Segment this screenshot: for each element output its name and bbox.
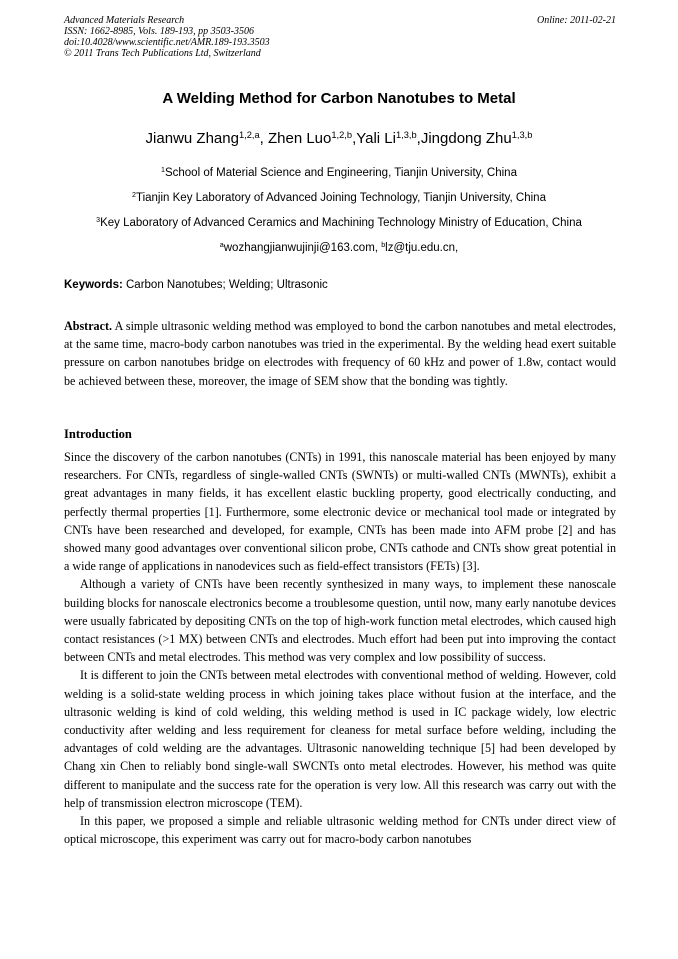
paragraph: Since the discovery of the carbon nanotubes (CNTs) in 1991, this nanoscale material has been enjoyed by many researchers. For CNTs, regardless of single-walled CNTs (SWNTs) or multi-walled CNTs (MWNTs), exhibit a great advantages in many fields, it has excellent elastic buckling property, good electrically conducting, and perfectly thermal properties [1]. Furthermore, some electronic device or mechanical tool made or integrated by CNTs have been researched and developed, for example, CNTs has been made into AFM probe [2] and has showed many good advantages over conventional silicon probe, CNTs cathode and CNTs show great potential in a wide range of applications in nanodevices such as field-effect transistors (FETs) [3]. (64, 450, 616, 574)
abstract-label: Abstract. (64, 319, 113, 333)
author-name: Zhen Luo (267, 130, 332, 147)
author-list: Jianwu Zhang$^{1,2,a}$, Zhen Luo$^{1,2,b}$,Yali Li$^{1,3,b}$,Jingdong Zhu$^{1,3,b}$ (145, 129, 533, 147)
author-sup: 1,2,b (331, 129, 353, 140)
paragraph: Although a variety of CNTs have been recently synthesized in many ways, to implement these nanoscale building blocks for nanoscale electronics become a troublesome question, until now, many early nanotube devices were usually fabricated by depositing CNTs on the top of high-work function metal electrodes, which caused high contact resistances (>1 MX) between CNTs and electrodes. Much effort had been put into improving the contact between CNTs and metal electrodes. This method was very complex and low possibility of success. (64, 577, 617, 665)
affiliation-2: $^2$Tianjin Key Laboratory of Advanced Joining Technology, Tianjin University, China (132, 191, 546, 204)
journal-name: Advanced Materials Research (64, 15, 185, 26)
author-name: Yali Li (356, 130, 396, 147)
paragraph: In this paper, we proposed a simple and reliable ultrasonic welding method for CNTs under direct view of optical microscope, this experiment was carry out for macro-body carbon nanotubes (64, 814, 616, 847)
paragraph: It is different to join the CNTs between metal electrodes with conventional method of welding. However, cold welding is a solid-state welding process in which joining takes place without fusion at the interface, and the ultrasonic welding is kind of cold welding, this welding method is used in IC package widely, low electric conductivity after welding and less requirement for cleaness for metal surface before welding, including the advantages of cold welding are the advantages. Ultrasonic nanowelding technique [5] had been developed by Chang xin Chen to reliably bond single-wall SWCNTs onto metal electrodes. However, his method was quite different to manipulate and the success rate for the operation is very low. All this research was carry out with the help of transmission electron microscope (TEM). (64, 668, 616, 810)
email-a[interactable]: wozhangjianwujinji@163.com, (223, 242, 382, 254)
online-date: Online: 2011-02-21 (537, 15, 616, 26)
doi-line: doi:10.4028/www.scientific.net/AMR.189-193.3503 (64, 37, 270, 48)
abstract-text: A simple ultrasonic welding method was employed to bond the carbon nanotubes and metal electrodes, at the same time, macro-body carbon nanotubes was tried in the experimental. By the welding head exert suitable pressure on carbon nanotubes bridge on electrodes with frequency of 60 kHz and power of 1.8w, contact would be achieved between these, moreover, the image of SEM show that the bonding was tightly. (64, 319, 616, 388)
author-name: Jianwu Zhang (145, 130, 239, 147)
introduction-body (64, 448, 616, 848)
paper-title: A Welding Method for Carbon Nanotubes to Metal (162, 90, 516, 107)
keywords-label: Keywords: (64, 279, 123, 291)
email-line: $^a$wozhangjianwujinji@163.com, $^b$lz@tju.edu.cn, (219, 241, 459, 254)
keywords (64, 279, 616, 291)
affiliation-3: $^3$Key Laboratory of Advanced Ceramics and Machining Technology Ministry of Education, China (96, 216, 582, 229)
author-sup: 1,2,a (238, 129, 260, 140)
keywords-text: Carbon Nanotubes; Welding; Ultrasonic (122, 279, 328, 291)
running-header (64, 15, 616, 59)
section-heading: Introduction (64, 427, 132, 441)
author-sup: 1,3,b (395, 129, 417, 140)
author-sup: 1,3,b (511, 129, 533, 140)
author-name: Jingdong Zhu (420, 130, 512, 147)
email-b[interactable]: lz@tju.edu.cn, (385, 242, 459, 254)
affiliation-1: $^1$School of Material Science and Engineering, Tianjin University, China (161, 166, 517, 179)
copyright-line: © 2011 Trans Tech Publications Ltd, Switzerland (64, 48, 261, 59)
issn-line: ISSN: 1662-8985, Vols. 189-193, pp 3503-3506 (64, 26, 254, 37)
abstract (64, 317, 616, 390)
